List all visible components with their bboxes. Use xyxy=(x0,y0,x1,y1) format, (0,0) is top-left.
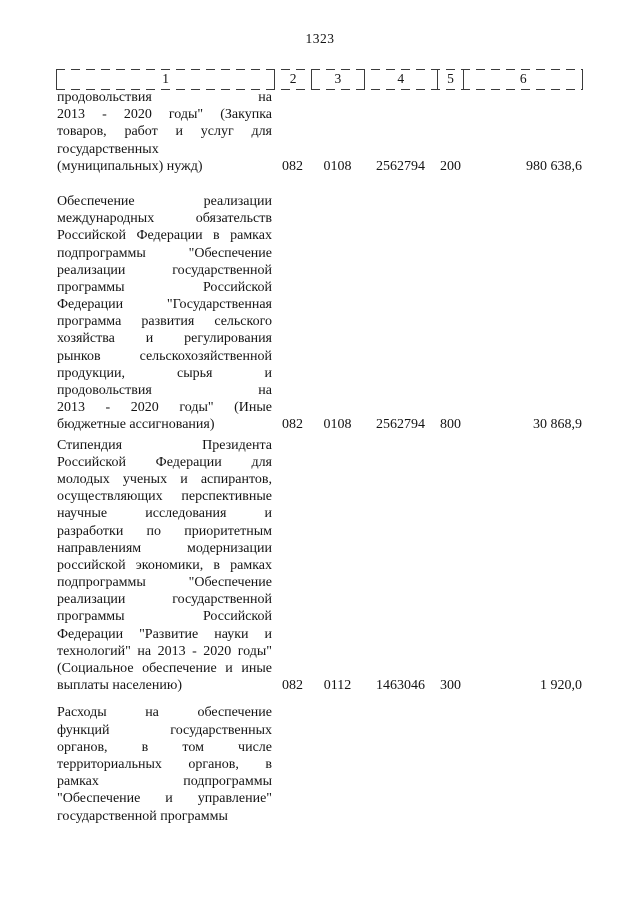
header-cell-5: 5 xyxy=(437,70,464,89)
expense-name-line: органов, в том числе xyxy=(57,739,272,755)
expense-name-line: государственной программы xyxy=(57,808,228,824)
section-code-cell: 0112 xyxy=(323,678,352,694)
expense-name-line: подпрограммы "Обеспечение xyxy=(57,245,272,261)
expense-name-line: подпрограммы "Обеспечение xyxy=(57,575,272,591)
header-cell-1: 1 xyxy=(162,71,169,86)
expense-name-line: продовольствия на xyxy=(57,90,272,105)
expense-name-line: (Социальное обеспечение и иные xyxy=(57,661,272,676)
expense-name-line: реализации государственной xyxy=(57,262,272,278)
expense-name-line: 2013 - 2020 годы" (Иные xyxy=(57,400,272,416)
expense-name-cell xyxy=(56,193,274,434)
expense-name-line: Федерации "Развитие науки и xyxy=(57,626,272,642)
expense-name-line: осуществляющих перспективные xyxy=(57,489,272,505)
target-article-code-cell: 1463046 xyxy=(376,678,425,694)
expense-name-line: Расходы на обеспечение xyxy=(57,705,272,721)
table-row xyxy=(56,193,583,434)
amount-cell: 980 638,6 xyxy=(526,158,582,174)
expense-name-line: выплаты населению) xyxy=(57,678,182,694)
expense-name-cell xyxy=(56,89,274,175)
amount-cell: 1 920,0 xyxy=(540,678,582,694)
expense-name-line: функций государственных xyxy=(57,722,272,738)
grbs-code-cell: 082 xyxy=(282,417,303,433)
header-cell-4: 4 xyxy=(364,70,437,89)
expense-name-cell xyxy=(56,437,274,695)
expense-name-line: продукции, сырья и xyxy=(57,365,272,381)
grbs-code-cell: 082 xyxy=(282,678,303,694)
header-cell-3: 3 xyxy=(311,70,364,89)
target-article-code-cell: 2562794 xyxy=(376,158,425,174)
expense-name-line: Обеспечение реализации xyxy=(57,193,272,209)
expense-name-line: международных обязательств xyxy=(57,211,272,227)
grbs-code-cell: 082 xyxy=(282,158,303,174)
expense-name-line: российской экономики, в рамках xyxy=(57,557,272,573)
expense-name-line: Российской Федерации для xyxy=(57,454,272,470)
expense-name-line: рынков сельскохозяйственной xyxy=(57,348,272,364)
expense-name-cell xyxy=(56,704,274,824)
expense-name-line: рамках подпрограммы xyxy=(57,774,272,790)
expense-name-line: программы Российской xyxy=(57,609,272,625)
expense-name-line: Федерации "Государственная xyxy=(57,297,272,313)
expense-name-line: Российской Федерации в рамках xyxy=(57,228,272,244)
expense-name-line: реализации государственной xyxy=(57,592,272,608)
expense-name-line: молодых ученых и аспирантов, xyxy=(57,471,272,487)
table-row xyxy=(56,89,583,175)
expense-name-line: "Обеспечение и управление" xyxy=(57,791,272,807)
budget-table xyxy=(56,70,583,825)
expense-type-code-cell: 800 xyxy=(440,417,461,433)
target-article-code-cell: 2562794 xyxy=(376,417,425,433)
expense-name-line: научные исследования и xyxy=(57,506,272,522)
amount-cell: 30 868,9 xyxy=(533,417,582,433)
page-number: 1323 xyxy=(305,31,335,46)
expense-name-line: территориальных органов, в xyxy=(57,756,272,772)
expense-name-line: 2013 - 2020 годы" (Закупка xyxy=(57,107,272,123)
expense-name-line: технологий" на 2013 - 2020 годы" xyxy=(57,643,272,659)
section-code-cell: 0108 xyxy=(323,417,352,433)
header-cell-2: 2 xyxy=(274,70,311,89)
expense-name-line: хозяйства и регулирования xyxy=(57,331,272,347)
table-row xyxy=(56,704,583,824)
expense-name-line: (муниципальных) нужд) xyxy=(57,158,203,174)
table-body xyxy=(56,89,583,825)
expense-name-line: государственных xyxy=(57,141,159,157)
expense-type-code-cell: 300 xyxy=(440,678,461,694)
expense-name-line: разработки по приоритетным xyxy=(57,523,272,539)
expense-name-line: программы Российской xyxy=(57,279,272,295)
expense-name-line: бюджетные ассигнования) xyxy=(57,417,215,433)
expense-type-code-cell: 200 xyxy=(440,158,461,174)
expense-name-line: товаров, работ и услуг для xyxy=(57,124,272,140)
expense-name-line: Стипендия Президента xyxy=(57,437,272,453)
table-row xyxy=(56,437,583,695)
header-cell-6: 6 xyxy=(463,70,582,89)
table-header-row xyxy=(56,70,583,89)
expense-name-line: продовольствия на xyxy=(57,383,272,398)
section-code-cell: 0108 xyxy=(323,158,352,174)
expense-name-line: программа развития сельского xyxy=(57,314,272,330)
expense-name-line: направлениям модернизации xyxy=(57,540,272,556)
